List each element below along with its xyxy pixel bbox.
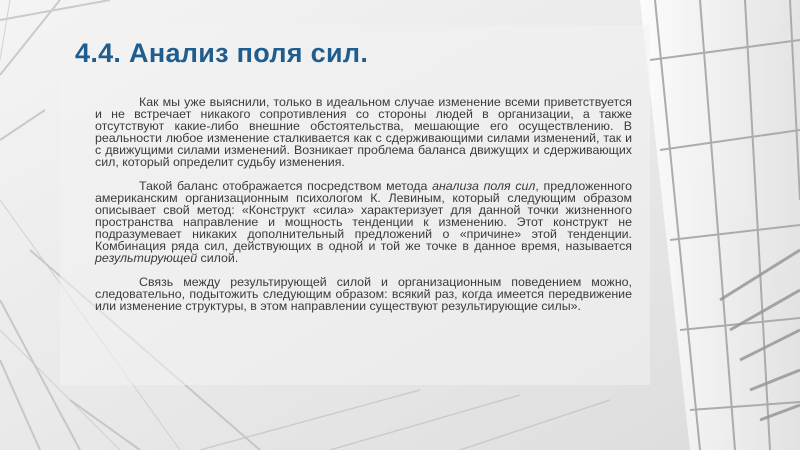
paragraph-2-text-a: Такой баланс отображается посредством метода [139, 179, 433, 193]
paragraph-2 [95, 180, 632, 264]
paragraph-2-text-c: силой. [197, 251, 239, 265]
paragraph-1: Как мы уже выяснили, только в идеальном случае изменение всеми приветствуется и не встречает никакого сопротивления со стороны людей в организации, а также отсутствуют какие-либо внешние обстоятельства, мешающие его осуществлению. В реальности любое изменение сталкивается как с сдерживающими силами изменений, так и с движущими силами изменений. Возникает проблема баланса движущих и сдерживающих сил, который определит судьбу изменения. [95, 95, 632, 169]
paragraph-2-italic-term-2: результирующей [95, 251, 198, 265]
slide-body [95, 96, 632, 324]
paragraph-2-italic-term: анализа поля сил [432, 179, 536, 193]
paragraph-3: Связь между результирующей силой и организационным поведением можно, следовательно, подытожить следующим образом: всякий раз, когда имеется передвижение или изменение структуры, в этом направлении существуют результирующие силы». [95, 275, 632, 313]
paragraph-2-text-b: , предложенного американским организационным психологом К. Левиным, который следующим образом описывает свой метод: «Конструкт «сила» характеризует для данной точки жизненного пространства направление и мощность тенденции к изменению. Этот конструкт не подразумевает никаких дополнительный предложений о «причине» этой тенденции. Комбинация ряда сил, действующих в одной и той же точке в данное время, называется [95, 179, 632, 253]
slide-title: 4.4. Анализ поля сил. [75, 38, 369, 68]
